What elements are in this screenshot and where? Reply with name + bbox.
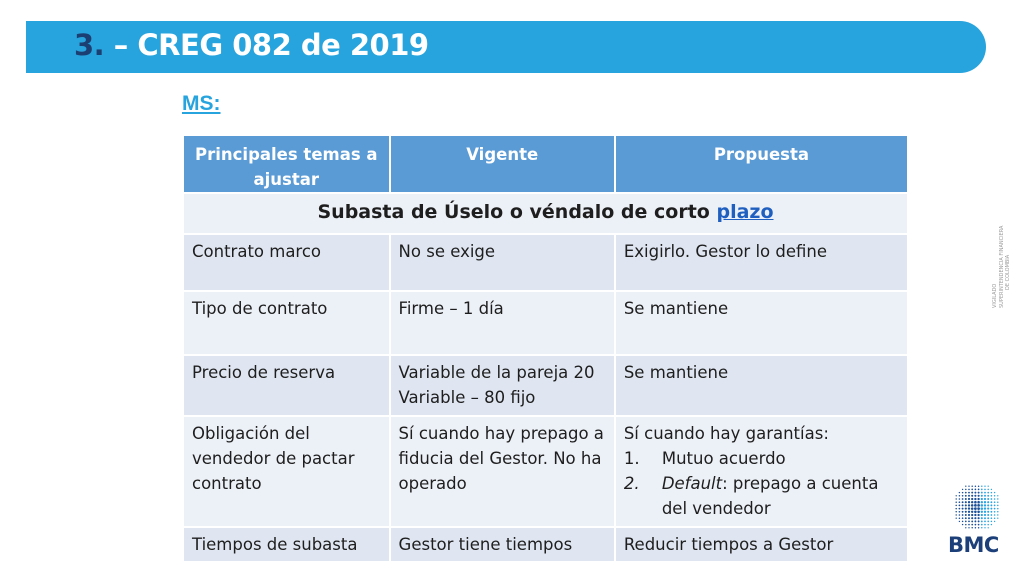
watermark-line2: DE COLOMBIA <box>1005 254 1011 290</box>
list-number: 1. <box>623 449 640 468</box>
cell-vigente: Sí cuando hay prepago a fiducia del Gestor. No ha operado <box>390 416 615 527</box>
cell-vigente: Firme – 1 día <box>390 291 615 355</box>
title-text: – CREG 082 de 2019 <box>104 28 429 62</box>
list-rest: : prepago a cuenta del vendedor <box>661 474 879 518</box>
section-subtitle: MS: <box>182 92 221 115</box>
table-header-row <box>183 135 908 193</box>
header-vigente: Vigente <box>390 135 615 193</box>
list-item <box>624 446 899 471</box>
table-row <box>183 527 908 562</box>
cell-propuesta: Se mantiene <box>615 291 908 355</box>
cell-tema: Precio de reserva <box>183 355 390 416</box>
section-title-text: Subasta de Úselo o véndalo de corto <box>317 201 710 223</box>
list-text <box>662 471 899 521</box>
cell-tema: Tipo de contrato <box>183 291 390 355</box>
section-row <box>183 193 908 234</box>
title-number: 3. <box>74 28 105 62</box>
page-title <box>74 22 429 68</box>
cell-propuesta <box>615 416 908 527</box>
cell-propuesta: Se mantiene <box>615 355 908 416</box>
watermark-vigilado: VIGILADO <box>992 283 998 308</box>
cell-propuesta: Exigirlo. Gestor lo define <box>615 234 908 291</box>
bmc-logo-text: BMC <box>948 533 999 557</box>
cell-tema: Contrato marco <box>183 234 390 291</box>
cell-vigente: Variable de la pareja 20 Variable – 80 fijo <box>390 355 615 416</box>
table-row <box>183 355 908 416</box>
section-title <box>183 193 908 234</box>
propuesta-intro: Sí cuando hay garantías: <box>623 424 829 443</box>
section-title-link[interactable]: plazo <box>716 201 774 223</box>
cell-tema: Tiempos de subasta <box>183 527 390 562</box>
list-item <box>624 471 899 521</box>
header-temas: Principales temas a ajustar <box>183 135 390 193</box>
comparison-table <box>182 134 909 563</box>
cell-vigente: No se exige <box>390 234 615 291</box>
list-emphasis: Default <box>661 474 723 493</box>
watermark-line1: SUPERINTENDENCIA FINANCIERA <box>999 225 1005 308</box>
cell-tema: Obligación del vendedor de pactar contrato <box>183 416 390 527</box>
cell-vigente: Gestor tiene tiempos <box>390 527 615 562</box>
table-row <box>183 291 908 355</box>
header-propuesta: Propuesta <box>615 135 908 193</box>
list-number: 2. <box>623 474 640 493</box>
list-text: Mutuo acuerdo <box>661 449 786 468</box>
table-row <box>183 416 908 527</box>
table-row <box>183 234 908 291</box>
vigilado-watermark <box>990 180 1012 310</box>
cell-propuesta: Reducir tiempos a Gestor <box>615 527 908 562</box>
